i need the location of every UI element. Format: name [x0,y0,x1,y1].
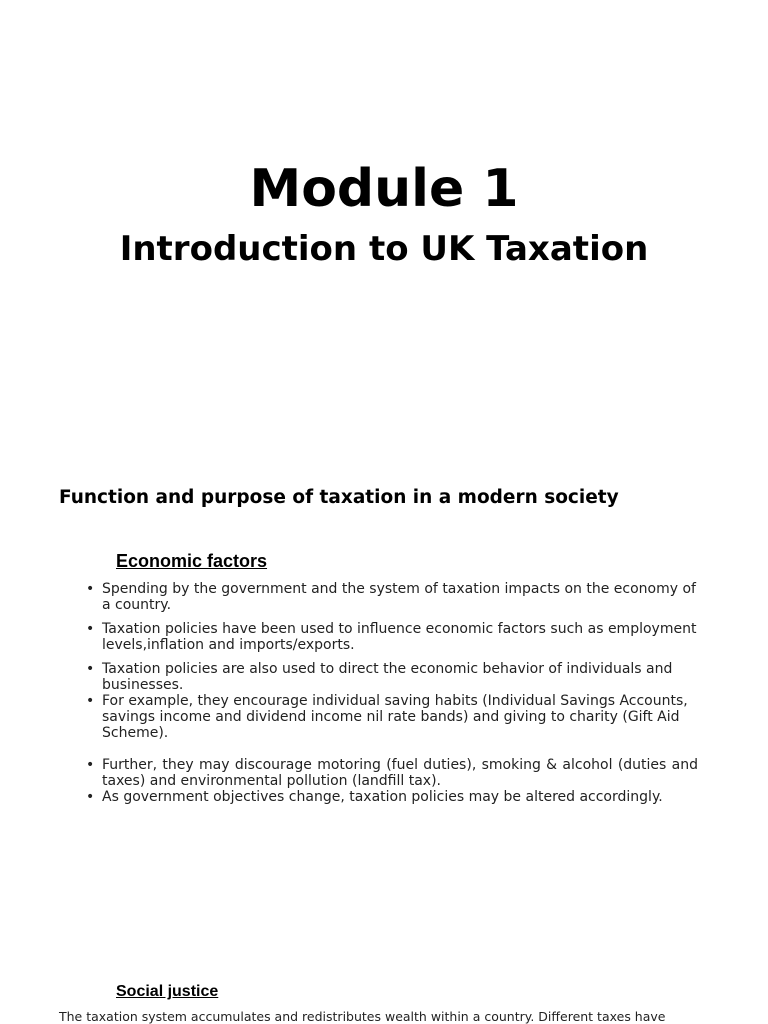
bullet-icon: • [86,661,95,677]
module-subtitle: Introduction to UK Taxation [119,229,649,269]
list-item-text: For example, they encourage individual saving habits (Individual Savings Accounts, savings income and dividend income nil rate bands) and giving to charity (Gift Aid Scheme). [102,693,688,741]
bullet-icon: • [86,581,95,597]
list-item [86,581,698,613]
list-item [86,661,698,693]
module-title: Module 1 [249,159,519,219]
bullet-icon: • [86,621,95,637]
list-item [86,621,698,653]
bullet-icon: • [86,789,95,805]
list-item-text: Further, they may discourage motoring (fuel duties), smoking & alcohol (duties and taxes) and environmental pollution (landfill tax). [102,757,698,789]
list-item [86,757,698,789]
list-item-text: Spending by the government and the system of taxation impacts on the economy of a country. [102,581,696,613]
list-item-text: As government objectives change, taxation policies may be altered accordingly. [102,789,663,805]
list-item [86,693,698,741]
list-item-text: Taxation policies are also used to direct the economic behavior of individuals and businesses. [102,661,673,693]
social-justice-text: The taxation system accumulates and redistributes wealth within a country. Different taxes have [59,1009,666,1024]
section-heading: Function and purpose of taxation in a modern society [59,487,619,508]
bullet-icon: • [86,757,95,773]
bullet-icon: • [86,693,95,709]
economic-factors-heading: Economic factors [116,551,268,571]
list-item [86,789,698,805]
social-justice-heading: Social justice [116,983,219,1000]
list-item-text: Taxation policies have been used to influence economic factors such as employment levels,inflation and imports/exports. [102,621,697,653]
